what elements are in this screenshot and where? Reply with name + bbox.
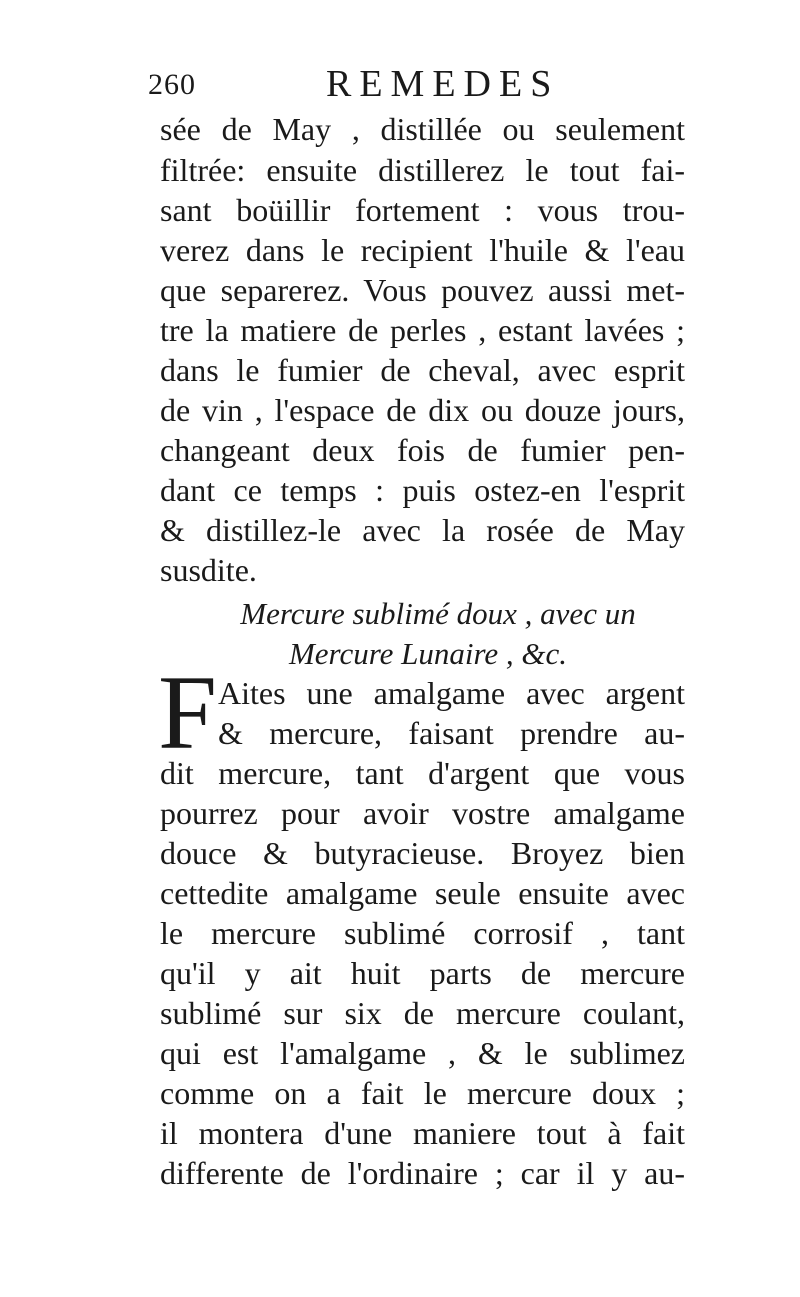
text-line: cettedite amalgame seule ensuite avec: [160, 875, 685, 911]
text-line: verez dans le recipient l'huile & l'eau: [160, 232, 685, 268]
section-heading-line-2: Mercure Lunaire , &c.: [288, 636, 568, 671]
text-line: & mercure, faisant prendre au-: [218, 715, 685, 751]
text-line: changeant deux fois de fumier pen-: [160, 432, 685, 468]
text-line: que separerez. Vous pouvez aussi met-: [160, 272, 685, 308]
text-line: filtrée: ensuite distillerez le tout fai-: [160, 152, 685, 188]
text-line: pourrez pour avoir vostre amalgame: [160, 795, 685, 831]
text-line: dans le fumier de cheval, avec esprit: [160, 352, 685, 388]
text-line: dit mercure, tant d'argent que vous: [160, 755, 685, 791]
text-line: Aites une amalgame avec argent: [218, 675, 685, 711]
text-line: de vin , l'espace de dix ou douze jours,: [160, 392, 685, 428]
text-line: qui est l'amalgame , & le sublimez: [160, 1035, 685, 1071]
text-line: comme on a fait le mercure doux ;: [160, 1075, 685, 1111]
running-title: REMEDES: [326, 63, 560, 105]
text-line: qu'il y ait huit parts de mercure: [160, 955, 685, 991]
text-line: le mercure sublimé corrosif , tant: [160, 915, 685, 951]
text-line: douce & butyracieuse. Broyez bien: [160, 835, 685, 871]
section-heading-line-1: Mercure sublimé doux , avec un: [240, 596, 636, 631]
text-line: sublimé sur six de mercure coulant,: [160, 995, 685, 1031]
section-heading-spacer: [0, 550, 800, 590]
text-line: & distillez-le avec la rosée de May: [160, 512, 685, 548]
text-line: susdite.: [160, 552, 257, 588]
text-line: differente de l'ordinaire ; car il y au-: [160, 1155, 685, 1191]
drop-cap: F: [158, 654, 217, 771]
page-header: [138, 62, 698, 106]
text-line: tre la matiere de perles , estant lavées ;: [160, 312, 685, 348]
text-line: sant boüillir fortement : vous trou-: [160, 192, 685, 228]
text-line: dant ce temps : puis ostez-en l'esprit: [160, 472, 685, 508]
text-line: il montera d'une maniere tout à fait: [160, 1115, 685, 1151]
page-number: 260: [148, 68, 196, 101]
text-line: sée de May , distillée ou seulement: [160, 111, 685, 147]
